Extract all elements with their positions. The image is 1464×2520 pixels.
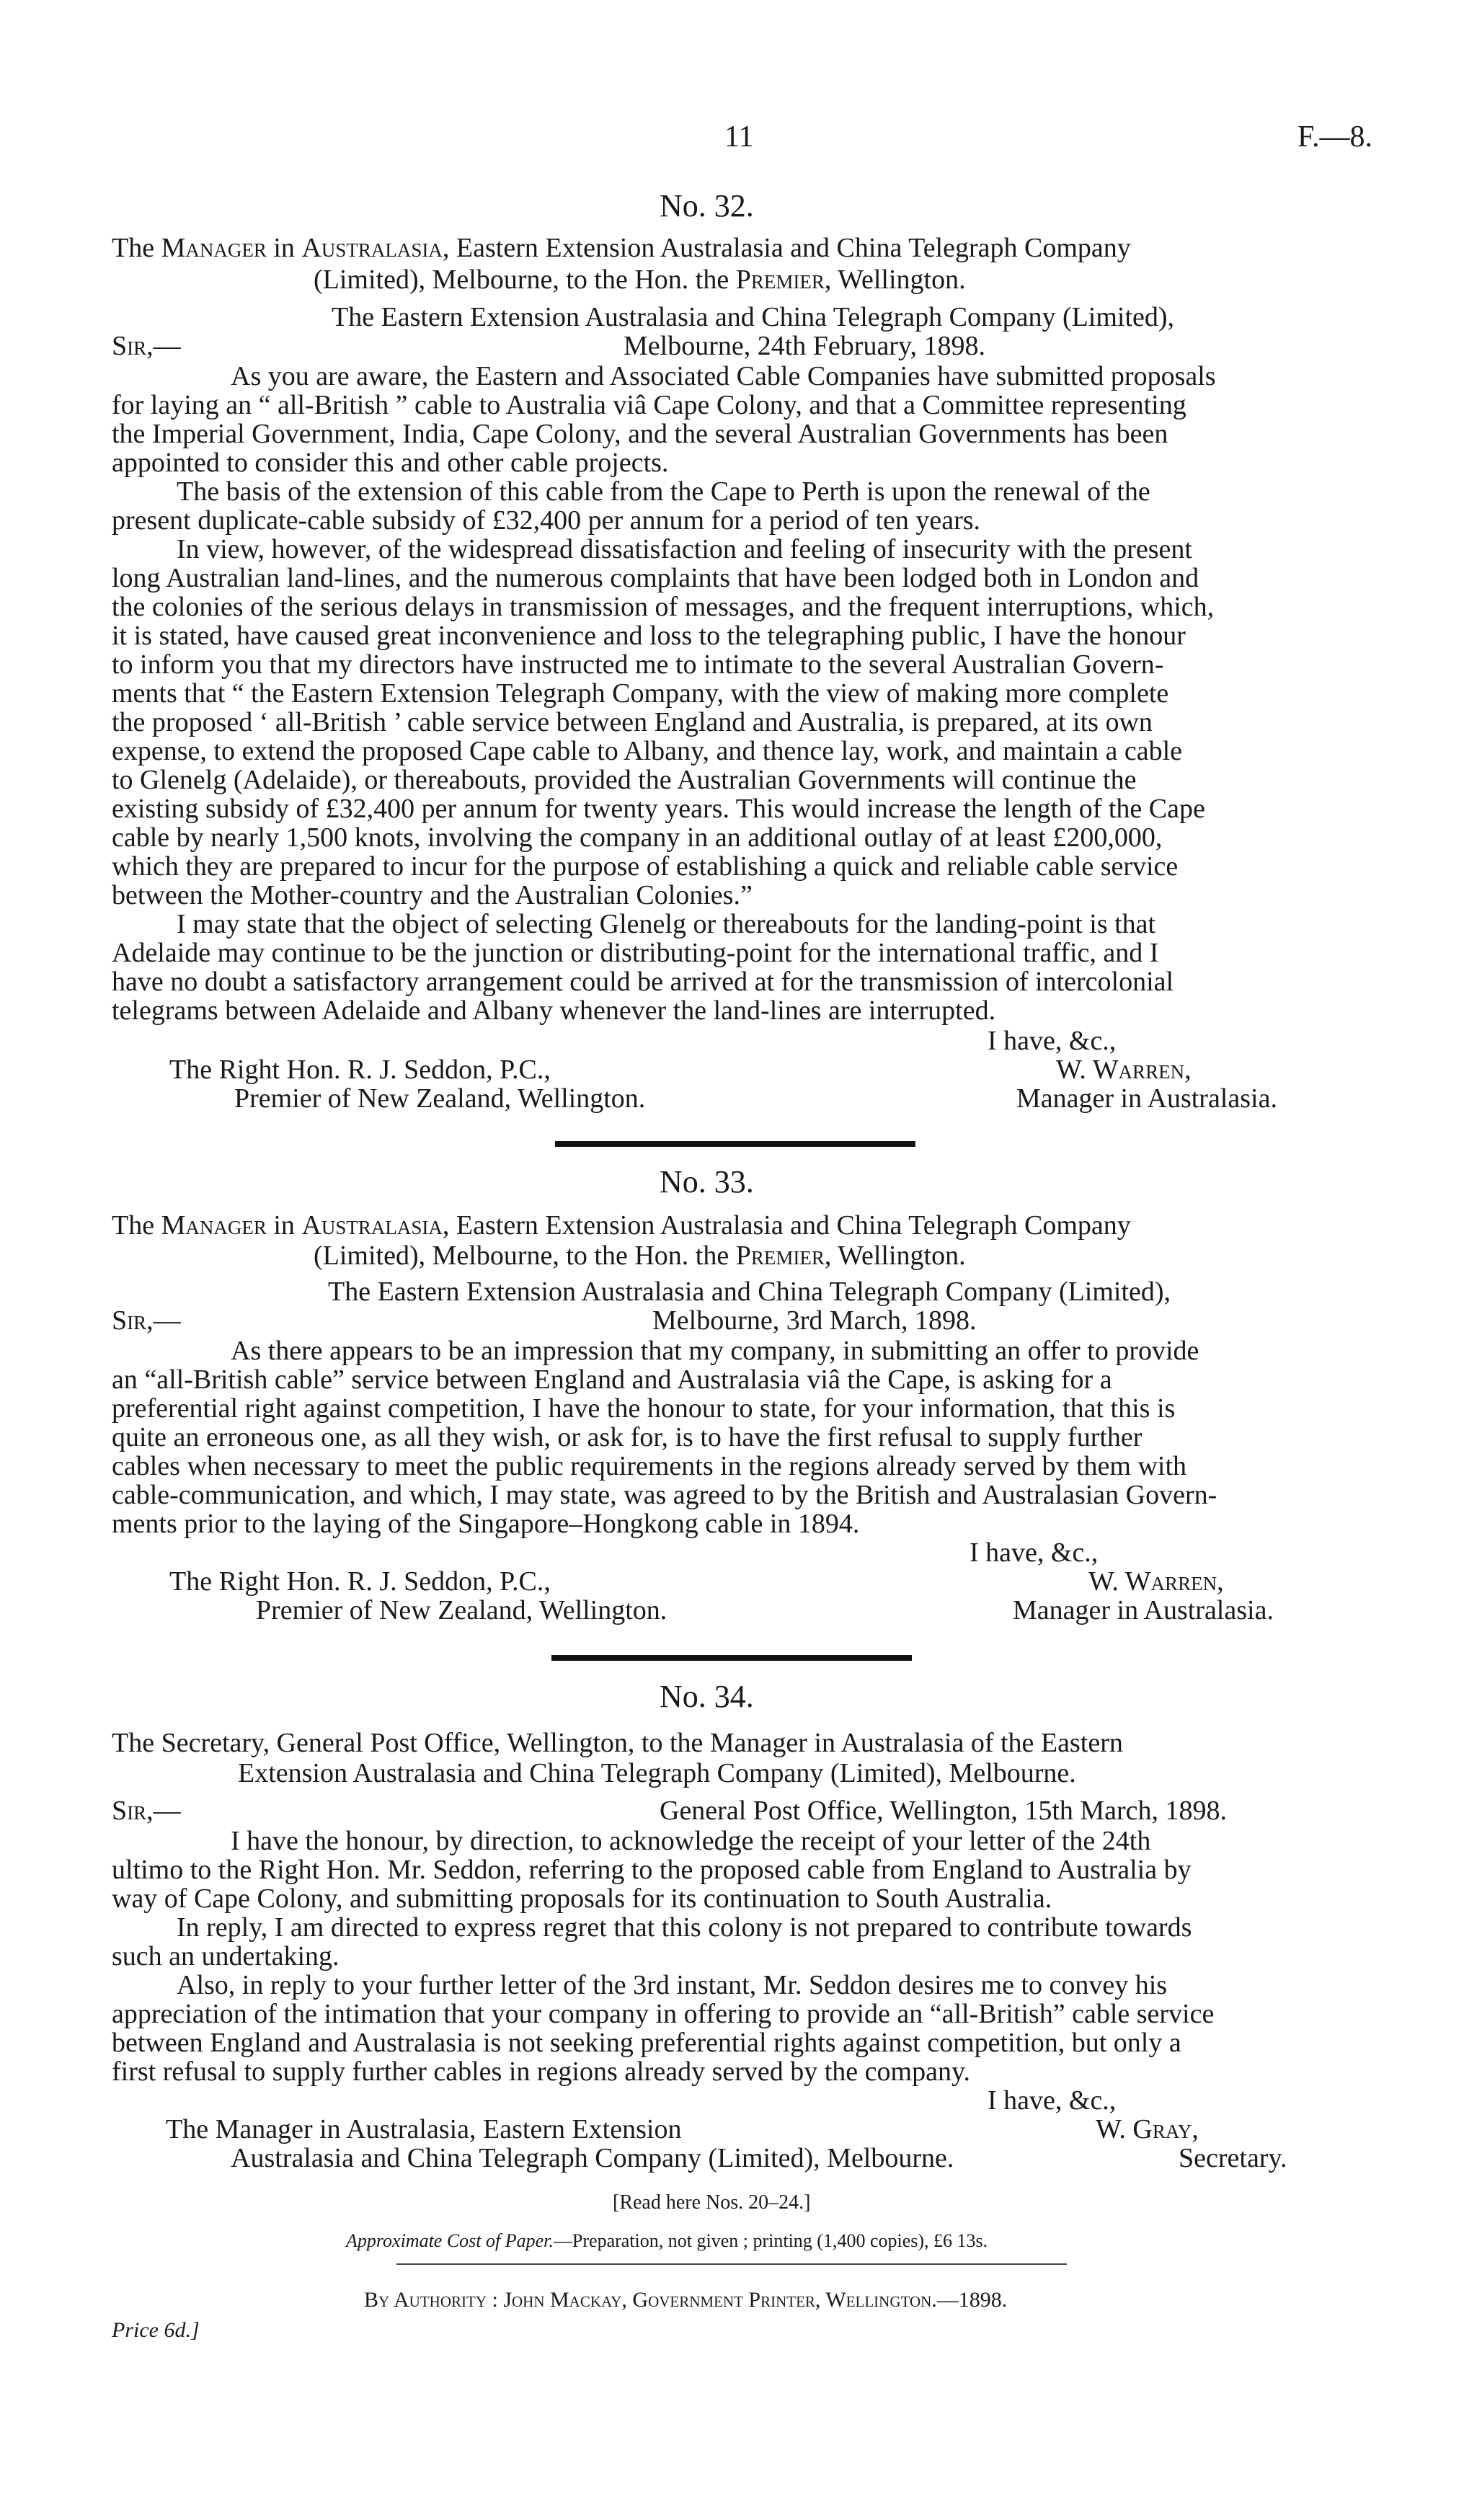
letter-32-addressee-1: The Right Hon. R. J. Seddon, P.C., bbox=[169, 1055, 551, 1085]
body-line: for laying an “ all-British ” cable to Australia viâ Cape Colony, and that a Committee representing bbox=[112, 390, 1186, 420]
body-line: telegrams between Adelaide and Albany whenever the land-lines are interrupted. bbox=[112, 995, 996, 1026]
letter-33-addressee-2: Premier of New Zealand, Wellington. bbox=[256, 1595, 667, 1625]
body-line: I may state that the object of selecting Glenelg or thereabouts for the landing-point is that bbox=[177, 909, 1156, 939]
letter-33-closing: I have, &c., bbox=[970, 1538, 1099, 1568]
letter-33-organization: The Eastern Extension Australasia and China Telegraph Company (Limited), bbox=[328, 1277, 1171, 1307]
letter-32-salutation: Sir,— bbox=[112, 331, 181, 361]
body-line: long Australian land-lines, and the numerous complaints that have been lodged both in London and bbox=[112, 563, 1199, 593]
document-reference: F.—8. bbox=[1297, 120, 1372, 154]
body-line: In reply, I am directed to express regret that this colony is not prepared to contribute towards bbox=[177, 1912, 1192, 1943]
body-line: cable by nearly 1,500 knots, involving the company in an additional outlay of at least £200,000, bbox=[112, 822, 1163, 853]
letter-32-signer: W. Warren, bbox=[1056, 1055, 1192, 1085]
body-line: such an undertaking. bbox=[112, 1941, 340, 1971]
letter-34-signer: W. Gray, bbox=[1096, 2114, 1199, 2144]
letter-34-salutation: Sir,— bbox=[112, 1796, 181, 1826]
body-line: Adelaide may continue to be the junction or distributing-point for the international traffic, and I bbox=[112, 938, 1159, 968]
section-divider bbox=[555, 1141, 915, 1147]
body-line: ultimo to the Right Hon. Mr. Seddon, referring to the proposed cable from England to Australia by bbox=[112, 1855, 1192, 1885]
body-line: an “all-British cable” service between England and Australasia viâ the Cape, is asking for a bbox=[112, 1365, 1112, 1395]
government-printer-line: By Authority : John Mackay, Government Printer, Wellington.—1898. bbox=[364, 2288, 1008, 2312]
letter-34-intro-line-2: Extension Australasia and China Telegraph Company (Limited), Melbourne. bbox=[238, 1758, 1076, 1788]
letter-33-heading: No. 33. bbox=[660, 1164, 754, 1199]
body-line: I have the honour, by direction, to acknowledge the receipt of your letter of the 24th bbox=[231, 1826, 1151, 1856]
page-number: 11 bbox=[724, 120, 754, 154]
body-line: to Glenelg (Adelaide), or thereabouts, provided the Australian Governments will continue the bbox=[112, 765, 1137, 795]
body-line: the proposed ‘ all-British ’ cable service between England and Australia, is prepared, at its own bbox=[112, 707, 1153, 737]
letter-32-closing: I have, &c., bbox=[988, 1026, 1117, 1056]
read-here-note: [Read here Nos. 20–24.] bbox=[613, 2191, 811, 2214]
section-divider bbox=[551, 1655, 912, 1661]
letter-32-organization: The Eastern Extension Australasia and China Telegraph Company (Limited), bbox=[332, 302, 1175, 332]
body-line: expense, to extend the proposed Cape cable to Albany, and thence lay, work, and maintain a cable bbox=[112, 736, 1182, 766]
letter-33-salutation: Sir,— bbox=[112, 1305, 181, 1336]
letter-33-signer-title: Manager in Australasia. bbox=[1013, 1595, 1274, 1625]
letter-34-intro-line-1: The Secretary, General Post Office, Wellington, to the Manager in Australasia of the Eastern bbox=[112, 1728, 1123, 1758]
body-line: quite an erroneous one, as all they wish, or ask for, is to have the first refusal to supply further bbox=[112, 1422, 1143, 1452]
body-line: to inform you that my directors have instructed me to intimate to the several Australian Govern- bbox=[112, 649, 1164, 680]
letter-34-addressee-2: Australasia and China Telegraph Company (Limited), Melbourne. bbox=[231, 2143, 954, 2173]
letter-34-addressee-1: The Manager in Australasia, Eastern Extension bbox=[166, 2114, 682, 2144]
body-line: ments prior to the laying of the Singapore–Hongkong cable in 1894. bbox=[112, 1509, 860, 1539]
letter-32-intro-line-2: (Limited), Melbourne, to the Hon. the Premier, Wellington. bbox=[314, 265, 966, 295]
body-line: between England and Australasia is not seeking preferential rights against competition, but only a bbox=[112, 2028, 1181, 2058]
letter-32-intro-line-1: The Manager in Australasia, Eastern Extension Australasia and China Telegraph Company bbox=[112, 233, 1131, 263]
letter-34-date: General Post Office, Wellington, 15th March, 1898. bbox=[660, 1796, 1228, 1826]
body-line: Also, in reply to your further letter of the 3rd instant, Mr. Seddon desires me to convey his bbox=[177, 1970, 1168, 2000]
letter-34-closing: I have, &c., bbox=[988, 2085, 1117, 2116]
cost-of-paper-note: Approximate Cost of Paper.—Preparation, not given ; printing (1,400 copies), £6 13s. bbox=[346, 2230, 988, 2251]
body-line: first refusal to supply further cables in regions already served by the company. bbox=[112, 2057, 970, 2087]
letter-34-heading: No. 34. bbox=[660, 1679, 754, 1714]
body-line: appointed to consider this and other cable projects. bbox=[112, 448, 669, 478]
body-line: way of Cape Colony, and submitting proposals for its continuation to South Australia. bbox=[112, 1884, 1052, 1914]
letter-33-intro-line-1: The Manager in Australasia, Eastern Extension Australasia and China Telegraph Company bbox=[112, 1210, 1131, 1241]
body-line: which they are prepared to incur for the purpose of establishing a quick and reliable cable service bbox=[112, 851, 1179, 882]
body-line: cables when necessary to meet the public requirements in the regions already served by them with bbox=[112, 1451, 1186, 1481]
body-line: have no doubt a satisfactory arrangement could be arrived at for the transmission of intercolonial bbox=[112, 967, 1174, 997]
body-line: As you are aware, the Eastern and Associated Cable Companies have submitted proposals bbox=[231, 361, 1216, 391]
letter-33-intro-line-2: (Limited), Melbourne, to the Hon. the Premier, Wellington. bbox=[314, 1241, 966, 1271]
body-line: present duplicate-cable subsidy of £32,400 per annum for a period of ten years. bbox=[112, 505, 981, 536]
body-line: In view, however, of the widespread dissatisfaction and feeling of insecurity with the present bbox=[177, 534, 1192, 564]
body-line: The basis of the extension of this cable from the Cape to Perth is upon the renewal of the bbox=[177, 476, 1150, 507]
price-note: Price 6d.] bbox=[112, 2318, 200, 2342]
letter-34-signer-title: Secretary. bbox=[1179, 2143, 1287, 2173]
body-line: existing subsidy of £32,400 per annum for twenty years. This would increase the length of the Cape bbox=[112, 794, 1205, 824]
body-line: appreciation of the intimation that your company in offering to provide an “all-British” cable service bbox=[112, 1999, 1215, 2029]
body-line: between the Mother-country and the Australian Colonies.” bbox=[112, 880, 753, 910]
body-line: preferential right against competition, I have the honour to state, for your information, that this is bbox=[112, 1393, 1176, 1424]
body-line: cable-communication, and which, I may state, was agreed to by the British and Australasian Govern- bbox=[112, 1480, 1217, 1510]
letter-33-addressee-1: The Right Hon. R. J. Seddon, P.C., bbox=[169, 1566, 551, 1597]
letter-32-signer-title: Manager in Australasia. bbox=[1016, 1083, 1277, 1114]
body-line: the colonies of the serious delays in transmission of messages, and the frequent interruptions, which, bbox=[112, 592, 1215, 622]
body-line: ments that “ the Eastern Extension Telegraph Company, with the view of making more complete bbox=[112, 678, 1169, 709]
body-line: As there appears to be an impression that my company, in submitting an offer to provide bbox=[231, 1336, 1199, 1366]
letter-33-date: Melbourne, 3rd March, 1898. bbox=[652, 1305, 977, 1336]
body-line: the Imperial Government, India, Cape Colony, and the several Australian Governments has been bbox=[112, 419, 1168, 449]
letter-32-heading: No. 32. bbox=[660, 188, 754, 223]
footer-rule bbox=[396, 2263, 1067, 2265]
letter-32-addressee-2: Premier of New Zealand, Wellington. bbox=[234, 1083, 646, 1114]
letter-33-signer: W. Warren, bbox=[1088, 1566, 1224, 1597]
body-line: it is stated, have caused great inconvenience and loss to the telegraphing public, I have the honour bbox=[112, 621, 1186, 651]
letter-32-date: Melbourne, 24th February, 1898. bbox=[624, 331, 985, 361]
